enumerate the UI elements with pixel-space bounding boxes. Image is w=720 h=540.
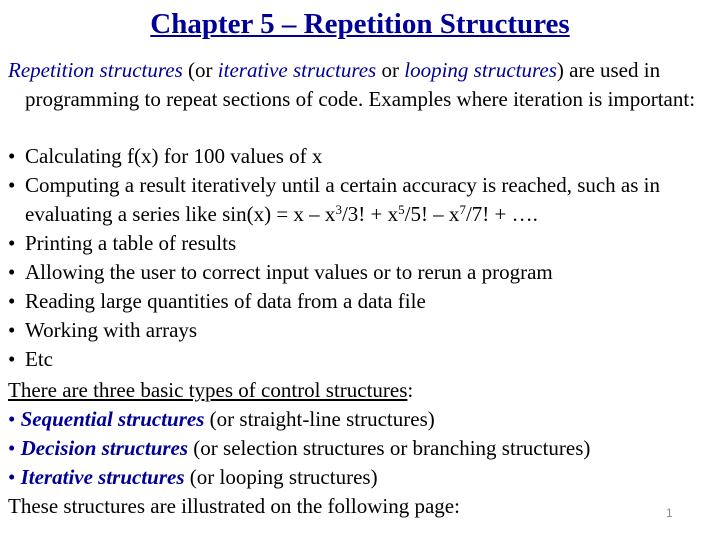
series-text-c: /5! – x bbox=[404, 202, 460, 226]
list-item-text: Reading large quantities of data from a data file bbox=[25, 289, 426, 313]
type-term: Decision structures bbox=[20, 436, 189, 460]
type-term: Sequential structures bbox=[20, 407, 205, 431]
page-title: Chapter 5 – Repetition Structures bbox=[150, 8, 570, 40]
bullet-icon: • bbox=[8, 407, 21, 431]
list-item-text: Allowing the user to correct input values or to rerun a program bbox=[25, 260, 553, 284]
bullet-icon: • bbox=[8, 318, 16, 342]
list-item-text: Printing a table of results bbox=[25, 231, 237, 255]
type-desc: (or selection structures or branching structures) bbox=[188, 436, 591, 460]
intro-alt-term-2: looping structures bbox=[404, 58, 557, 82]
intro-or: or bbox=[376, 58, 405, 82]
control-structures-section bbox=[8, 376, 712, 521]
list-item bbox=[8, 142, 712, 171]
page-number: 1 bbox=[666, 506, 673, 520]
series-exponent-5: 5 bbox=[398, 202, 405, 217]
type-item-sequential bbox=[8, 405, 712, 434]
series-text-d: /7! + …. bbox=[465, 202, 538, 226]
types-heading-colon: : bbox=[407, 378, 414, 402]
intro-paragraph bbox=[8, 56, 720, 114]
bullet-icon: • bbox=[8, 347, 16, 371]
type-item-decision bbox=[8, 434, 712, 463]
series-exponent-7: 7 bbox=[459, 202, 466, 217]
bullet-icon: • bbox=[8, 260, 16, 284]
list-item-text: Calculating f(x) for 100 values of x bbox=[25, 144, 323, 168]
type-term: Iterative structures bbox=[20, 465, 185, 489]
intro-term: Repetition structures bbox=[8, 58, 183, 82]
intro-paren-open: (or bbox=[182, 58, 218, 82]
intro-alt-term-1: iterative structures bbox=[217, 58, 377, 82]
intro-rest: are used in programming to repeat sections of code. Examples where iteration is important: bbox=[25, 58, 696, 111]
types-heading-line bbox=[8, 376, 712, 405]
list-item bbox=[8, 345, 712, 374]
type-desc: (or straight-line structures) bbox=[204, 407, 435, 431]
list-item bbox=[8, 229, 712, 258]
examples-list bbox=[8, 142, 712, 374]
series-text-a: Computing a result iteratively until a certain accuracy is reached, such as in evaluating a series like sin(x) = x – x bbox=[25, 173, 661, 226]
intro-paren-close: ) bbox=[556, 58, 564, 82]
list-item-text: Working with arrays bbox=[25, 318, 198, 342]
bullet-icon: • bbox=[8, 436, 21, 460]
closing-line: These structures are illustrated on the following page: bbox=[8, 494, 460, 518]
list-item bbox=[8, 171, 712, 229]
list-item-text: Etc bbox=[25, 347, 53, 371]
bullet-icon: • bbox=[8, 231, 16, 255]
bullet-icon: • bbox=[8, 173, 16, 197]
bullet-icon: • bbox=[8, 289, 16, 313]
list-item bbox=[8, 258, 712, 287]
bullet-icon: • bbox=[8, 144, 16, 168]
type-desc: (or looping structures) bbox=[184, 465, 378, 489]
list-item bbox=[8, 287, 712, 316]
bullet-icon: • bbox=[8, 465, 21, 489]
types-heading: There are three basic types of control structures bbox=[8, 378, 408, 402]
type-item-iterative bbox=[8, 463, 712, 492]
list-item bbox=[8, 316, 712, 345]
series-text-b: /3! + x bbox=[341, 202, 399, 226]
series-exponent-3: 3 bbox=[335, 202, 342, 217]
